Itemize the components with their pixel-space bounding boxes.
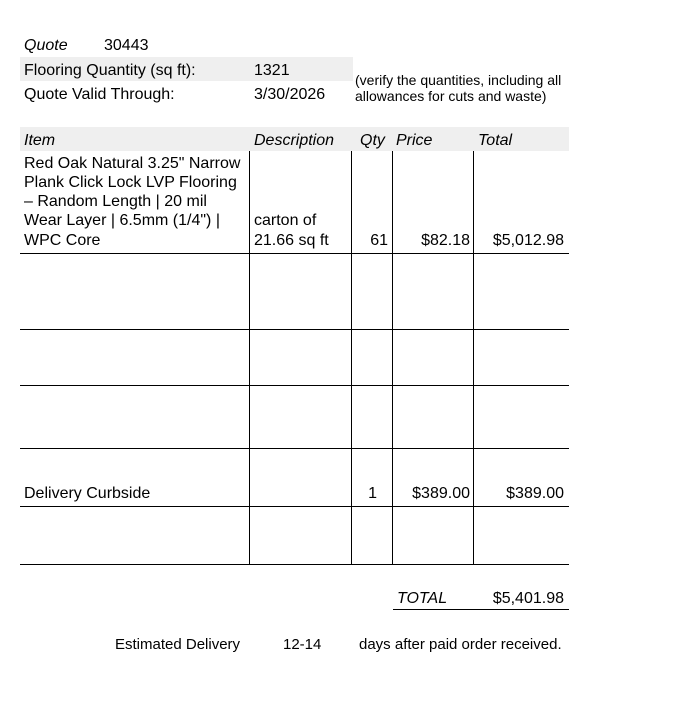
- row1-description-line: carton of: [254, 212, 317, 229]
- row-divider: [20, 564, 569, 565]
- verify-note-line2: allowances for cuts and waste): [355, 88, 547, 104]
- grand-total-label: TOTAL: [397, 590, 448, 607]
- row1-item-line: – Random Length | 20 mil: [24, 193, 207, 210]
- delivery-suffix: days after paid order received.: [359, 636, 562, 653]
- row1-item-line: WPC Core: [24, 232, 101, 249]
- row-divider: [20, 253, 569, 254]
- quote-valid-value: 3/30/2026: [254, 86, 326, 103]
- quote-valid-label: Quote Valid Through:: [24, 86, 175, 103]
- flooring-quantity-label: Flooring Quantity (sq ft):: [24, 62, 196, 79]
- header-total: Total: [478, 132, 513, 149]
- header-price: Price: [396, 132, 433, 149]
- quote-label: Quote: [24, 37, 68, 54]
- row1-price: $82.18: [421, 232, 470, 249]
- row1-qty: 61: [370, 232, 388, 249]
- row1-description-line: 21.66 sq ft: [254, 232, 329, 249]
- row2-price: $389.00: [412, 485, 470, 502]
- row-divider: [20, 329, 569, 330]
- delivery-label: Estimated Delivery: [115, 636, 241, 653]
- row-divider: [20, 506, 569, 507]
- row2-qty: 1: [368, 485, 377, 502]
- header-description: Description: [254, 132, 335, 149]
- row1-item-line: Red Oak Natural 3.25" Narrow: [24, 155, 241, 172]
- column-divider-description: [249, 151, 250, 564]
- row1-item-line: Plank Click Lock LVP Flooring: [24, 174, 237, 191]
- row2-item: Delivery Curbside: [24, 485, 151, 502]
- row-divider: [20, 448, 569, 449]
- quote-number: 30443: [104, 37, 149, 54]
- grand-total-rule: [393, 609, 569, 610]
- verify-note-line1: (verify the quantities, including all: [355, 72, 562, 88]
- row1-total: $5,012.98: [492, 232, 564, 249]
- row2-total: $389.00: [506, 485, 564, 502]
- row1-item-line: Wear Layer | 6.5mm (1/4") |: [24, 212, 220, 229]
- grand-total-value: $5,401.98: [492, 590, 564, 607]
- header-qty: Qty: [360, 132, 385, 149]
- row-divider: [20, 385, 569, 386]
- delivery-range: 12-14: [283, 636, 322, 653]
- header-item: Item: [24, 132, 56, 149]
- flooring-quantity-value: 1321: [254, 62, 290, 79]
